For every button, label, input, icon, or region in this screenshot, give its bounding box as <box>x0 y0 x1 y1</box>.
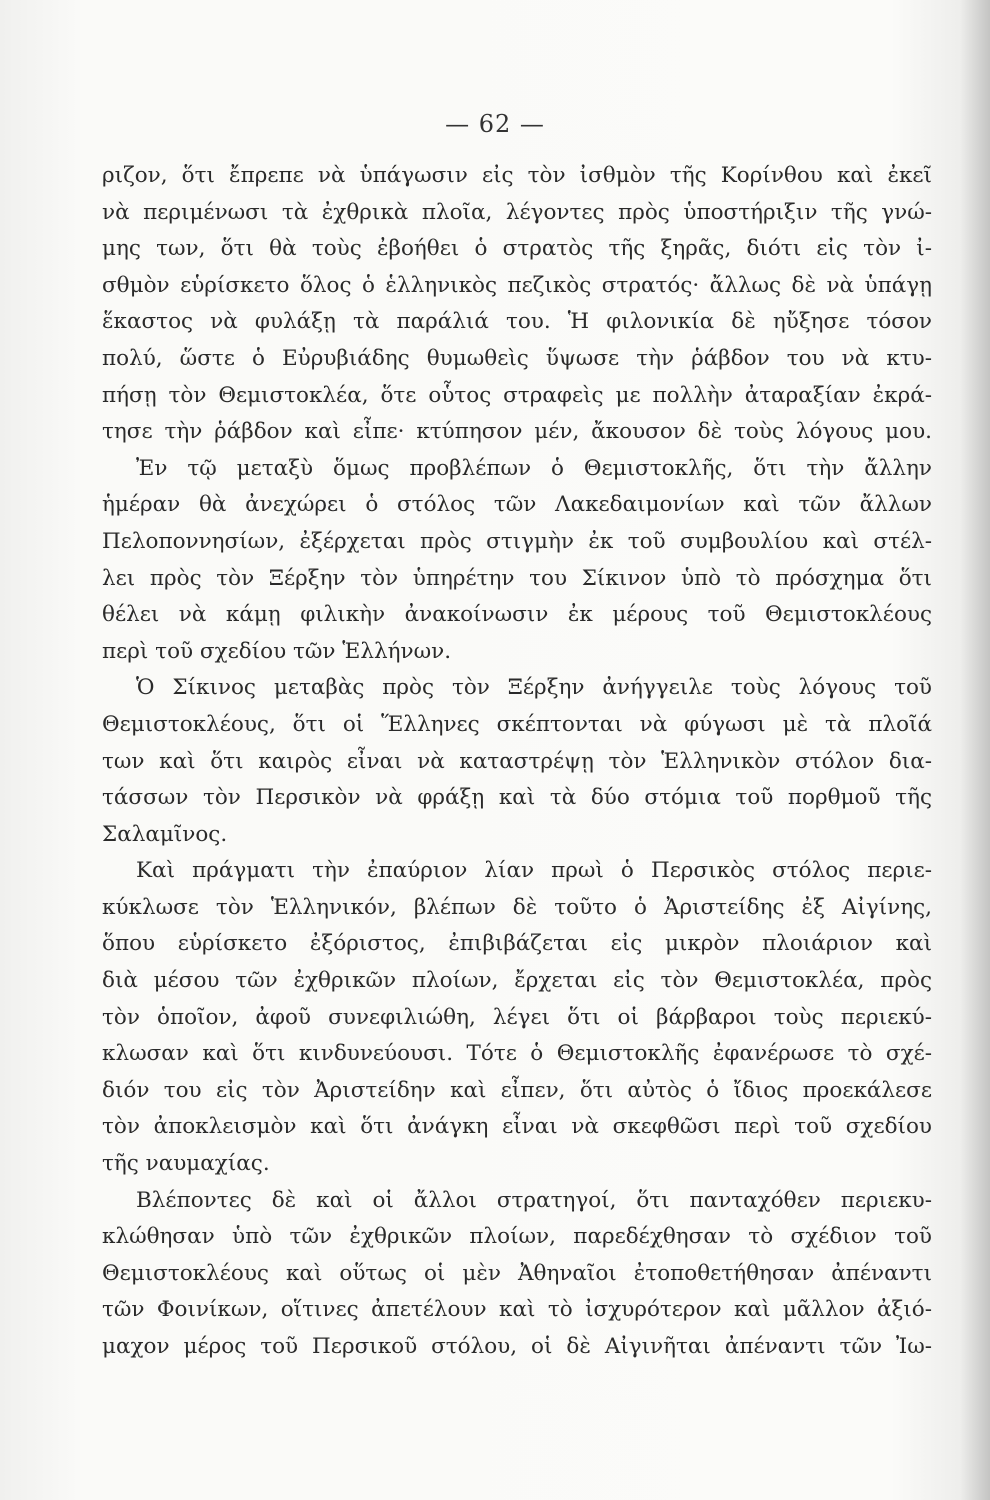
text-line: λει πρὸς τὸν Ξέρξην τὸν ὑπηρέτην του Σίκινον ὑπὸ τὸ πρόσχημα ὅτι <box>102 565 932 591</box>
text-line: ἕκαστος νὰ φυλάξῃ τὰ παράλιά του. Ἡ φιλονικία δὲ ηὔξησε τόσον <box>102 309 932 335</box>
text-line: κύκλωσε τὸν Ἑλληνικόν, βλέπων δὲ τοῦτο ὁ Ἀριστείδης ἐξ Αἰγίνης, <box>102 894 932 920</box>
text-line: Θεμιστοκλέους, ὅτι οἱ Ἕλληνες σκέπτονται νὰ φύγωσι μὲ τὰ πλοῖά <box>102 711 932 737</box>
body-text <box>102 158 932 1366</box>
text-line: νὰ περιμένωσι τὰ ἐχθρικὰ πλοῖα, λέγοντες πρὸς ὑποστήριξιν τῆς γνώ- <box>102 199 932 225</box>
text-line: διὰ μέσου τῶν ἐχθρικῶν πλοίων, ἔρχεται εἰς τὸν Θεμιστοκλέα, πρὸς <box>102 968 932 994</box>
text-line: τάσσων τὸν Περσικὸν νὰ φράξῃ καὶ τὰ δύο στόμια τοῦ πορθμοῦ τῆς <box>102 785 932 811</box>
text-line: τῶν Φοινίκων, οἵτινες ἀπετέλουν καὶ τὸ ἰσχυρότερον καὶ μᾶλλον ἀξιό- <box>102 1297 932 1323</box>
text-line: διόν του εἰς τὸν Ἀριστείδην καὶ εἶπεν, ὅτι αὐτὸς ὁ ἴδιος προεκάλεσε <box>102 1077 932 1103</box>
text-line: κλώθησαν ὑπὸ τῶν ἐχθρικῶν πλοίων, παρεδέχθησαν τὸ σχέδιον τοῦ <box>102 1224 932 1250</box>
paragraph-start-line: Βλέποντες δὲ καὶ οἱ ἄλλοι στρατηγοί, ὅτι πανταχόθεν περιεκυ- <box>136 1187 932 1213</box>
text-line: τὸν ὁποῖον, ἀφοῦ συνεφιλιώθη, λέγει ὅτι οἱ βάρβαροι τοὺς περιεκύ- <box>102 1004 932 1030</box>
paragraph-start-line: Ἐν τῷ μεταξὺ ὅμως προβλέπων ὁ Θεμιστοκλῆς, ὅτι τὴν ἄλλην <box>136 455 932 481</box>
text-line: πολύ, ὥστε ὁ Εὐρυβιάδης θυμωθεὶς ὕψωσε τὴν ῥάβδον του νὰ κτυ- <box>102 345 932 371</box>
text-line: πήσῃ τὸν Θεμιστοκλέα, ὅτε οὗτος στραφεὶς με πολλὴν ἀταραξίαν ἐκρά- <box>102 382 932 408</box>
text-line: τὸν ἀποκλεισμὸν καὶ ὅτι ἀνάγκη εἶναι νὰ σκεφθῶσι περὶ τοῦ σχεδίου <box>102 1114 932 1140</box>
text-line: μαχον μέρος τοῦ Περσικοῦ στόλου, οἱ δὲ Αἰγινῆται ἀπέναντι τῶν Ἰω- <box>102 1334 932 1359</box>
text-line: ἡμέραν θὰ ἀνεχώρει ὁ στόλος τῶν Λακεδαιμονίων καὶ τῶν ἄλλων <box>102 492 932 518</box>
page-edge-shadow <box>960 0 990 1500</box>
paragraph-end-line: τῆς ναυμαχίας. <box>102 1151 270 1177</box>
page-number: — 62 — <box>445 110 545 138</box>
text-line: σθμὸν εὑρίσκετο ὅλος ὁ ἑλληνικὸς πεζικὸς στρατός· ἄλλως δὲ νὰ ὑπάγῃ <box>102 272 932 298</box>
text-line: μης των, ὅτι θὰ τοὺς ἐβοήθει ὁ στρατὸς τῆς ξηρᾶς, διότι εἰς τὸν ἰ- <box>102 236 932 262</box>
text-line: ριζον, ὅτι ἔπρεπε νὰ ὑπάγωσιν εἰς τὸν ἰσθμὸν τῆς Κορίνθου καὶ ἐκεῖ <box>102 163 932 188</box>
text-line: κλωσαν καὶ ὅτι κινδυνεύουσι. Τότε ὁ Θεμιστοκλῆς ἐφανέρωσε τὸ σχέ- <box>102 1041 932 1067</box>
paragraph-start-line: Ὁ Σίκινος μεταβὰς πρὸς τὸν Ξέρξην ἀνήγγειλε τοὺς λόγους τοῦ <box>136 675 932 701</box>
text-line: τησε τὴν ῥάβδον καὶ εἶπε· κτύπησον μέν, ἄκουσον δὲ τοὺς λόγους μου. <box>102 419 932 445</box>
text-line: των καὶ ὅτι καιρὸς εἶναι νὰ καταστρέψῃ τὸν Ἑλληνικὸν στόλον δια- <box>102 748 932 774</box>
text-line: Πελοποννησίων, ἐξέρχεται πρὸς στιγμὴν ἐκ τοῦ συμβουλίου καὶ στέλ- <box>102 528 932 554</box>
paragraph-end-line: Σαλαμῖνος. <box>102 821 228 847</box>
text-line: θέλει νὰ κάμῃ φιλικὴν ἀνακοίνωσιν ἐκ μέρους τοῦ Θεμιστοκλέους <box>102 602 932 628</box>
text-line: ὅπου εὑρίσκετο ἐξόριστος, ἐπιβιβάζεται εἰς μικρὸν πλοιάριον καὶ <box>102 931 932 957</box>
text-line: Θεμιστοκλέους καὶ οὕτως οἱ μὲν Ἀθηναῖοι ἐτοποθετήθησαν ἀπέναντι <box>102 1260 932 1286</box>
paragraph-end-line: περὶ τοῦ σχεδίου τῶν Ἑλλήνων. <box>102 638 452 664</box>
paragraph-start-line: Καὶ πράγματι τὴν ἐπαύριον λίαν πρωὶ ὁ Περσικὸς στόλος περιε- <box>136 858 932 884</box>
